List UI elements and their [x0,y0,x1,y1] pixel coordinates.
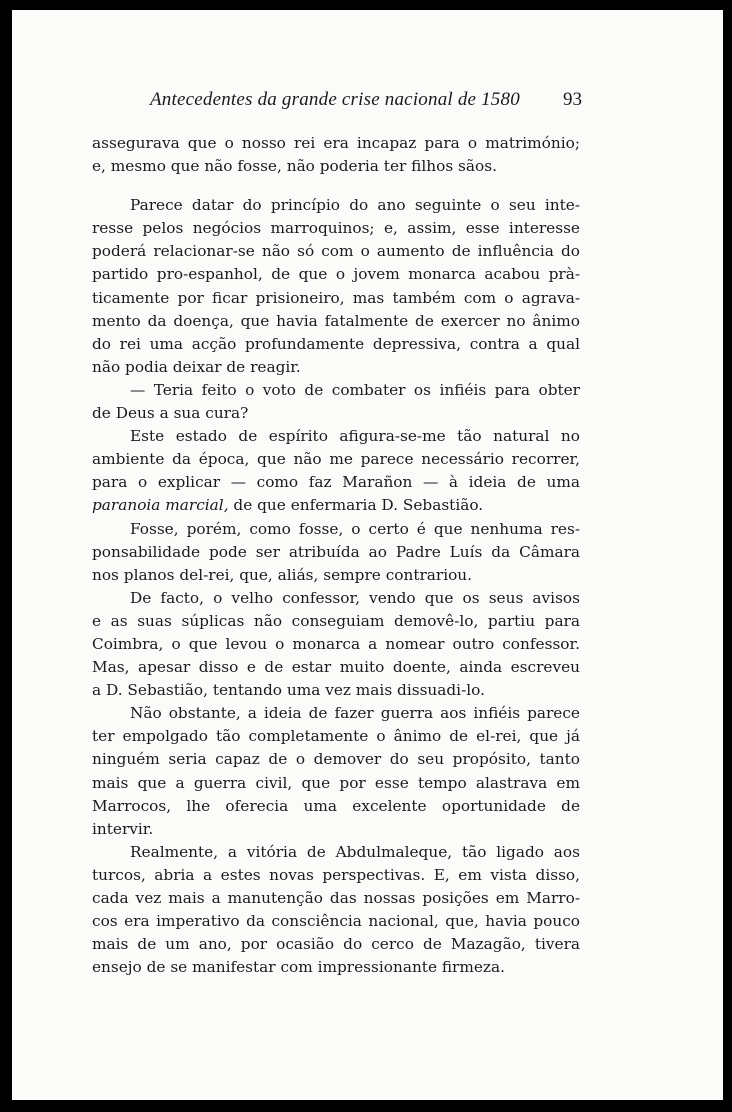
text-line: ter empolgado tão completamente o ânimo de el-rei, que já [92,727,580,746]
text-line: — Teria feito o voto de combater os infiéis para obter [130,380,580,399]
text-line: ninguém seria capaz de o demover do seu propósito, tanto [92,750,580,769]
text-line: mais que a guerra civil, que por esse tempo alastrava em [92,773,580,792]
text-line: Realmente, a vitória de Abdulmaleque, tão ligado aos [130,842,580,861]
text-line [92,494,580,517]
text-line: cos era imperativo da consciência nacional, que, havia pouco [92,912,580,931]
text-line: intervir. [92,819,154,838]
text-line: ensejo de se manifestar com impressionante firmeza. [92,958,505,977]
paragraph-gap [92,178,580,194]
page-number: 93 [563,89,582,110]
text-line: assegurava que o nosso rei era incapaz para o matrimónio; [92,134,580,152]
italic-phrase: paranoia marcial, [92,496,229,515]
text-fragment: de que enfermaria D. Sebastião. [228,496,484,515]
text-line: Coimbra, o que levou o monarca a nomear outro confessor. [92,634,580,653]
text-line: partido pro-espanhol, de que o jovem monarca acabou prà- [92,265,580,284]
text-line: Este estado de espírito afigura-se-me tão natural no [130,427,580,446]
text-line: cada vez mais a manutenção das nossas posições em Marro- [92,889,580,907]
text-line: do rei uma acção profundamente depressiva, contra a qual [92,334,580,353]
running-title: Antecedentes da grande crise nacional de 1580 [150,89,520,110]
text-line: Parece datar do princípio do ano seguinte o seu inte- [130,196,580,215]
text-line: não podia deixar de reagir. [92,357,301,376]
text-line: para o explicar — como faz Marañon — à ideia de uma [92,473,580,492]
text-line: ticamente por ficar prisioneiro, mas também com o agrava- [92,288,580,307]
text-line: e, mesmo que não fosse, não poderia ter filhos sãos. [92,157,497,176]
text-line: ponsabilidade pode ser atribuída ao Padre Luís da Câmara [92,542,580,561]
text-line: resse pelos negócios marroquinos; e, assim, esse interesse [92,219,580,238]
text-line: Marrocos, lhe oferecia uma excelente oportunidade de [92,796,580,815]
text-line: mento da doença, que havia fatalmente de exercer no ânimo [92,311,580,330]
text-line: Não obstante, a ideia de fazer guerra aos infiéis parece [130,704,580,723]
text-line: mais de um ano, por ocasião do cerco de Mazagão, tivera [92,935,580,954]
text-line: Fosse, porém, como fosse, o certo é que nenhuma res- [130,519,580,538]
text-line: poderá relacionar-se não só com o aumento de influência do [92,242,580,261]
text-line: De facto, o velho confessor, vendo que os seus avisos [130,588,580,607]
body-text [92,132,580,979]
text-line: ambiente da época, que não me parece necessário recorrer, [92,450,580,469]
text-line: Mas, apesar disso e de estar muito doente, ainda escreveu [92,658,580,677]
text-line: turcos, abria a estes novas perspectivas. E, em vista disso, [92,865,580,884]
text-line: de Deus a sua cura? [92,404,249,423]
text-line: a D. Sebastião, tentando uma vez mais dissuadi-lo. [92,681,485,700]
book-page [12,10,723,1100]
running-head [150,88,582,112]
text-line: nos planos del-rei, que, aliás, sempre contrariou. [92,565,473,584]
text-line: e as suas súplicas não conseguiam demovê-lo, partiu para [92,611,580,630]
